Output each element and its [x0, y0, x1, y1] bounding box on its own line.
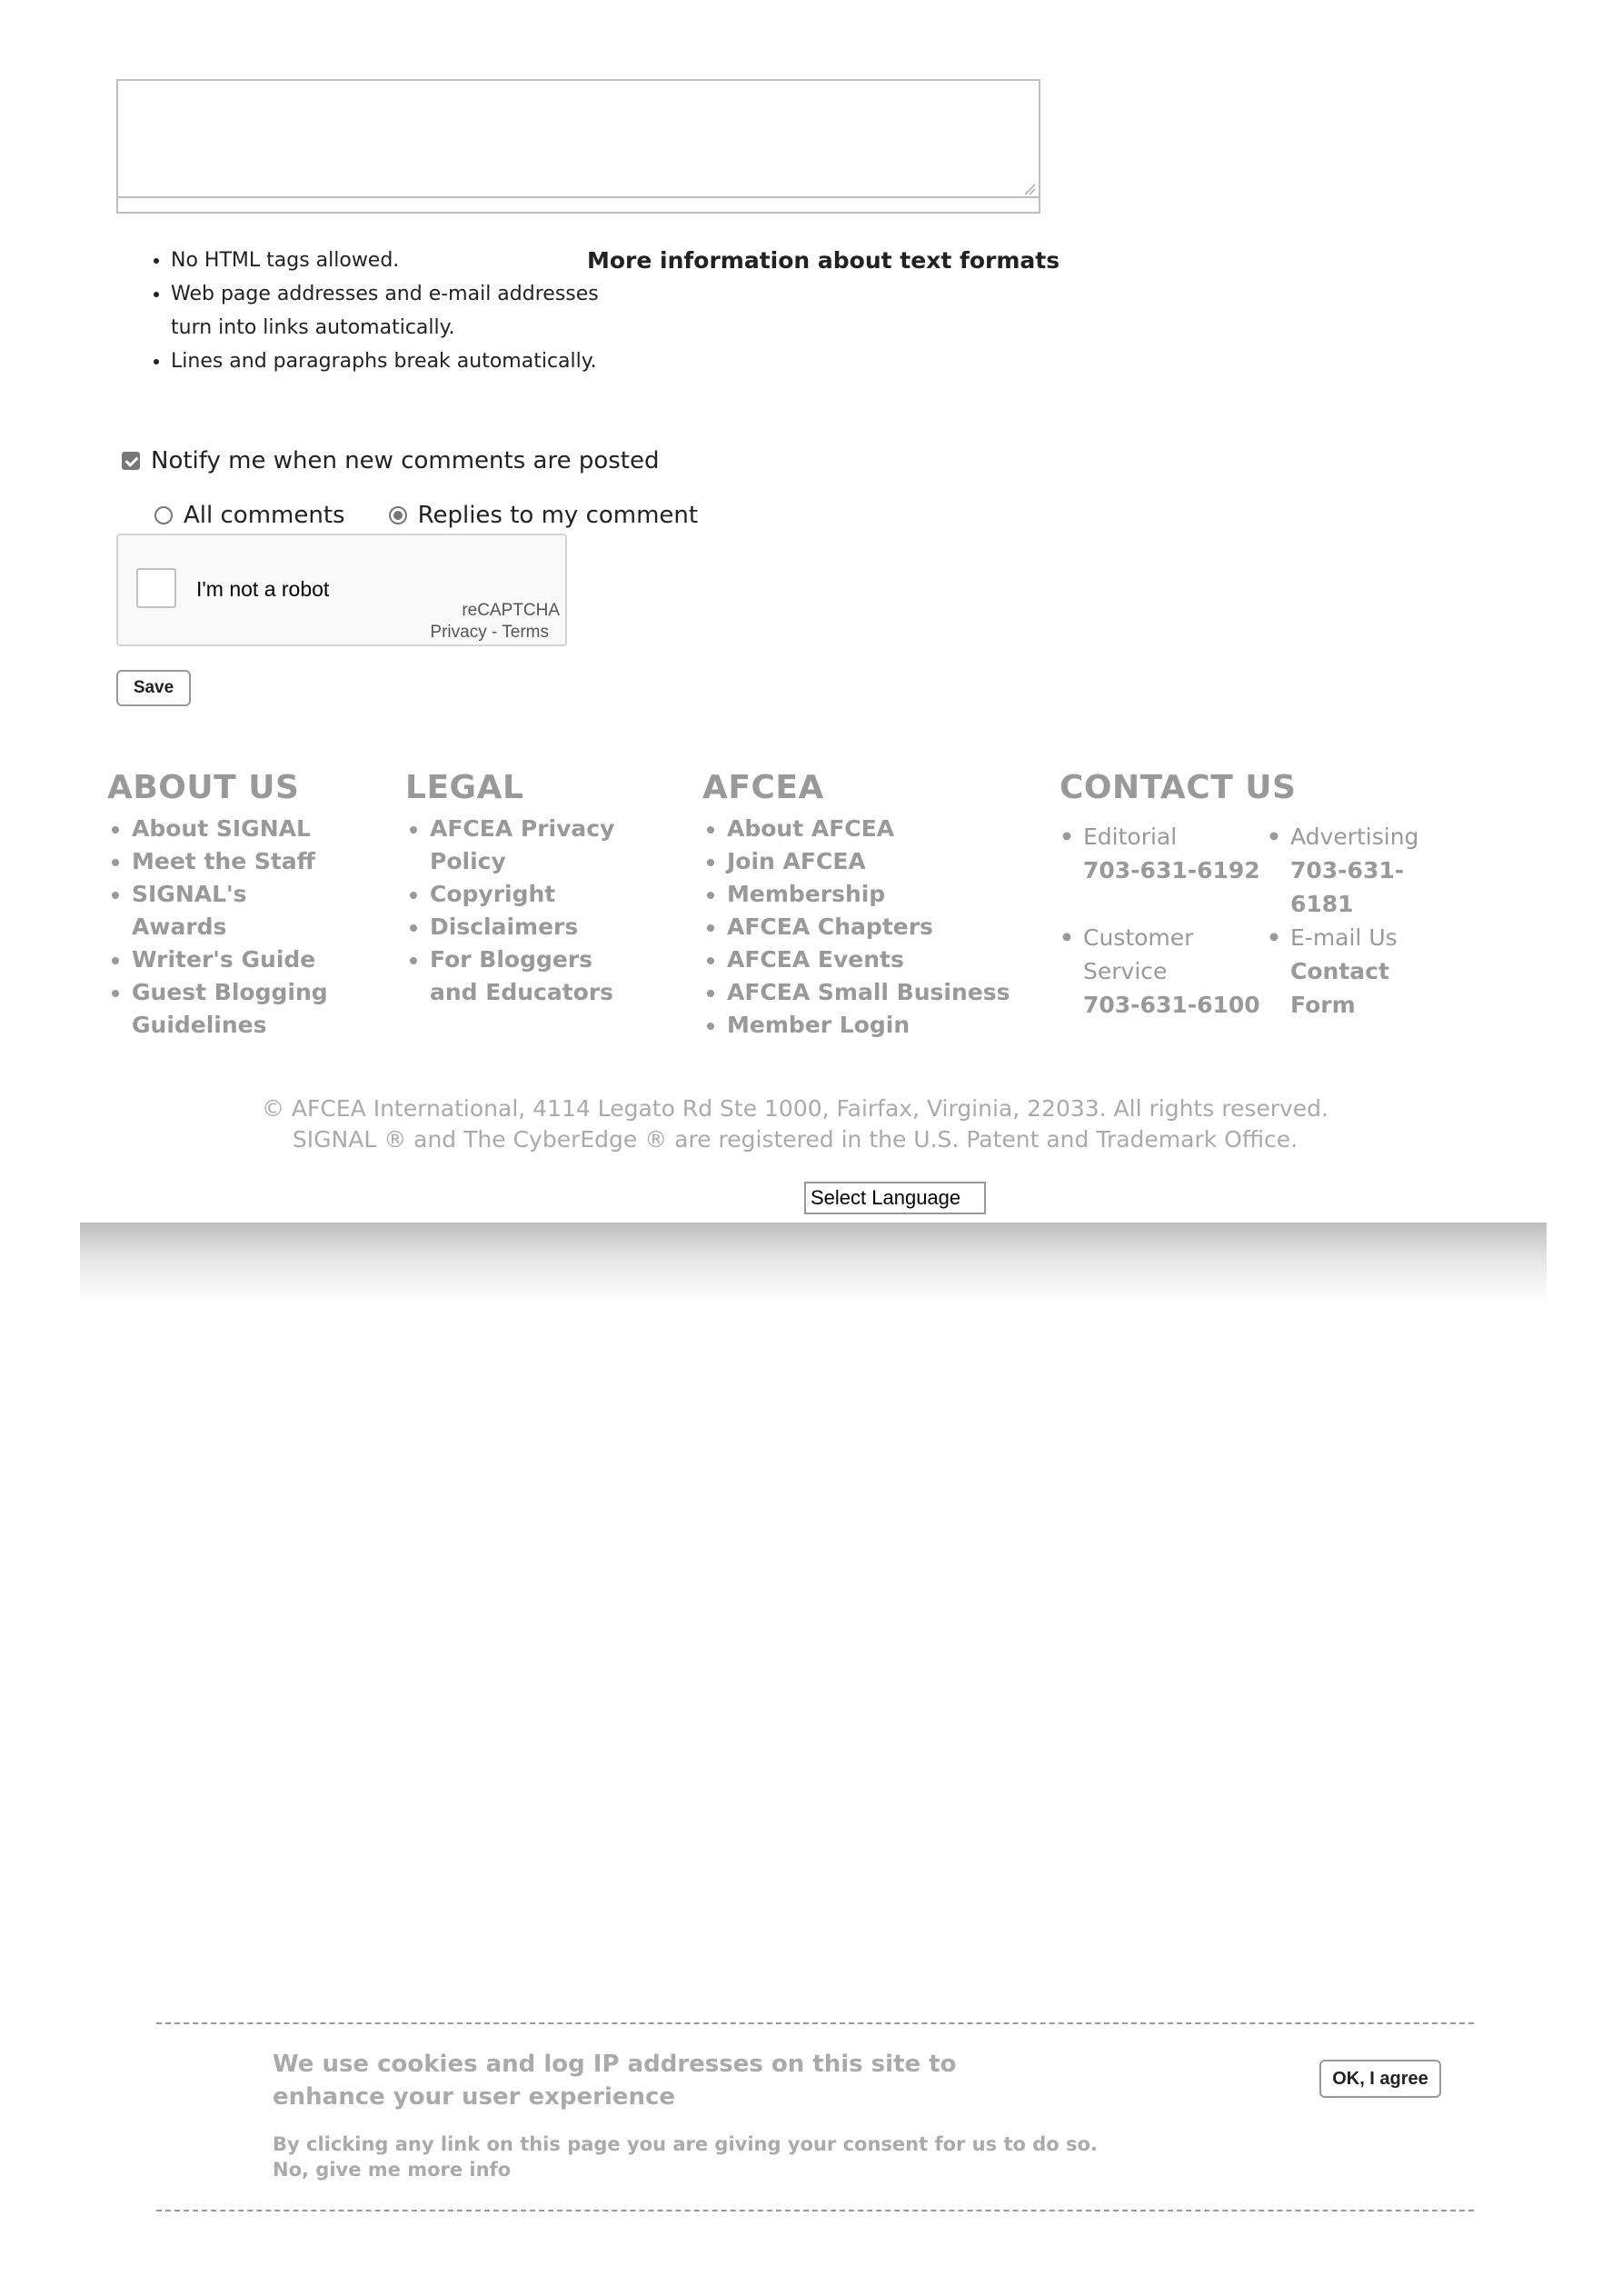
radio-button[interactable]: [154, 506, 173, 524]
page-bottom-shadow: [80, 1223, 1547, 1304]
footer-afcea-heading: AFCEA: [702, 769, 824, 806]
footer-about-column: [107, 767, 341, 1042]
radio-label[interactable]: All comments: [184, 502, 345, 529]
footer-afcea-column: [702, 767, 1027, 1042]
cookie-banner: [156, 2022, 1474, 2211]
contact-label: • Editorial: [1083, 824, 1178, 850]
footer-link[interactable]: • Member Login: [727, 1009, 1027, 1042]
language-select[interactable]: Select Language: [804, 1182, 986, 1214]
footer-link[interactable]: • Disclaimers: [430, 911, 693, 943]
footer-contact-list: [1060, 820, 1448, 1022]
footer-link[interactable]: • About SIGNAL: [132, 813, 341, 845]
recaptcha-terms-link[interactable]: Terms: [502, 623, 549, 642]
contact-phone[interactable]: 703-631-6100: [1083, 992, 1260, 1018]
text-format-tips: [145, 244, 607, 378]
footer-link[interactable]: • Copyright: [430, 878, 693, 911]
contact-label: • Customer Service: [1083, 924, 1194, 984]
notify-label[interactable]: Notify me when new comments are posted: [151, 447, 660, 474]
footer-link[interactable]: • AFCEA Small Business: [727, 976, 1027, 1009]
footer-link[interactable]: • AFCEA Privacy Policy: [430, 813, 693, 878]
format-tip: • Web page addresses and e-mail addresses turn into links automatically.: [171, 277, 607, 344]
footer-contact-heading: CONTACT US: [1060, 769, 1297, 806]
footer-link[interactable]: • SIGNAL's Awards: [132, 878, 341, 943]
cookie-consent-text: By clicking any link on this page you are giving your consent for us to do so.: [273, 2133, 1098, 2155]
format-tip: • No HTML tags allowed.: [171, 244, 607, 277]
contact-form-link[interactable]: Contact Form: [1290, 958, 1389, 1018]
footer-link[interactable]: • About AFCEA: [727, 813, 1027, 845]
footer-link[interactable]: • Meet the Staff: [132, 845, 341, 878]
footer-about-heading: ABOUT US: [107, 769, 300, 806]
cookie-agree-button[interactable]: OK, I agree: [1319, 2060, 1441, 2098]
notify-options: [154, 502, 698, 529]
recaptcha-privacy-link[interactable]: Privacy: [430, 623, 487, 642]
footer-legal-column: [405, 767, 693, 1009]
format-tip: • Lines and paragraphs break automatically.: [171, 344, 607, 378]
footer-link[interactable]: • Guest Blogging Guidelines: [132, 976, 341, 1042]
save-button[interactable]: Save: [116, 670, 191, 706]
notify-checkbox-row[interactable]: [122, 447, 660, 474]
comment-textarea[interactable]: [116, 79, 1040, 214]
trademark-line: SIGNAL ® and The CyberEdge ® are registered in the U.S. Patent and Trademark Office.: [292, 1126, 1299, 1153]
resize-handle-icon[interactable]: [1023, 183, 1036, 195]
recaptcha-checkbox[interactable]: [136, 568, 176, 608]
recaptcha-label: I'm not a robot: [196, 577, 330, 601]
contact-advertising[interactable]: [1267, 820, 1448, 921]
radio-button-selected[interactable]: [389, 506, 407, 524]
footer-link[interactable]: • Join AFCEA: [727, 845, 1027, 878]
comment-textarea-body[interactable]: [118, 81, 1039, 198]
radio-all-comments[interactable]: [154, 502, 345, 529]
footer-legal-heading: LEGAL: [405, 769, 524, 806]
footer-contact-column: [1060, 767, 1448, 1022]
footer-link[interactable]: • Writer's Guide: [132, 943, 341, 976]
footer-link[interactable]: • Membership: [727, 878, 1027, 911]
more-info-text-formats-link[interactable]: More information about text formats: [587, 247, 1060, 274]
contact-label: • Advertising: [1290, 824, 1419, 850]
contact-editorial[interactable]: [1060, 820, 1267, 921]
footer-legal-list: [405, 813, 693, 1009]
footer-about-list: [107, 813, 341, 1042]
contact-phone[interactable]: 703-631-6181: [1290, 857, 1405, 917]
cookie-more-info-link[interactable]: No, give me more info: [273, 2159, 512, 2181]
contact-customer-service[interactable]: [1060, 921, 1267, 1022]
footer-afcea-list: [702, 813, 1027, 1042]
cookie-title: We use cookies and log IP addresses on this site to enhance your user experience: [273, 2051, 957, 2111]
footer-link[interactable]: • AFCEA Events: [727, 943, 1027, 976]
notify-checkbox[interactable]: [122, 452, 140, 470]
copyright-line: © AFCEA International, 4114 Legato Rd Ste 1000, Fairfax, Virginia, 22033. All rights reserved.: [261, 1095, 1328, 1122]
footer-link[interactable]: • For Bloggers and Educators: [430, 943, 630, 1009]
copyright: [0, 1093, 1590, 1155]
contact-email[interactable]: [1267, 921, 1448, 1022]
radio-replies-to-my-comment[interactable]: [389, 502, 699, 529]
recaptcha-widget: [116, 534, 567, 646]
recaptcha-brand: reCAPTCHA: [462, 601, 560, 620]
recaptcha-separator: -: [486, 623, 503, 642]
radio-label[interactable]: Replies to my comment: [417, 502, 699, 529]
footer-link[interactable]: • AFCEA Chapters: [727, 911, 1027, 943]
contact-phone[interactable]: 703-631-6192: [1083, 857, 1260, 883]
contact-label: • E-mail Us: [1290, 924, 1398, 951]
recaptcha-links: [430, 623, 549, 643]
